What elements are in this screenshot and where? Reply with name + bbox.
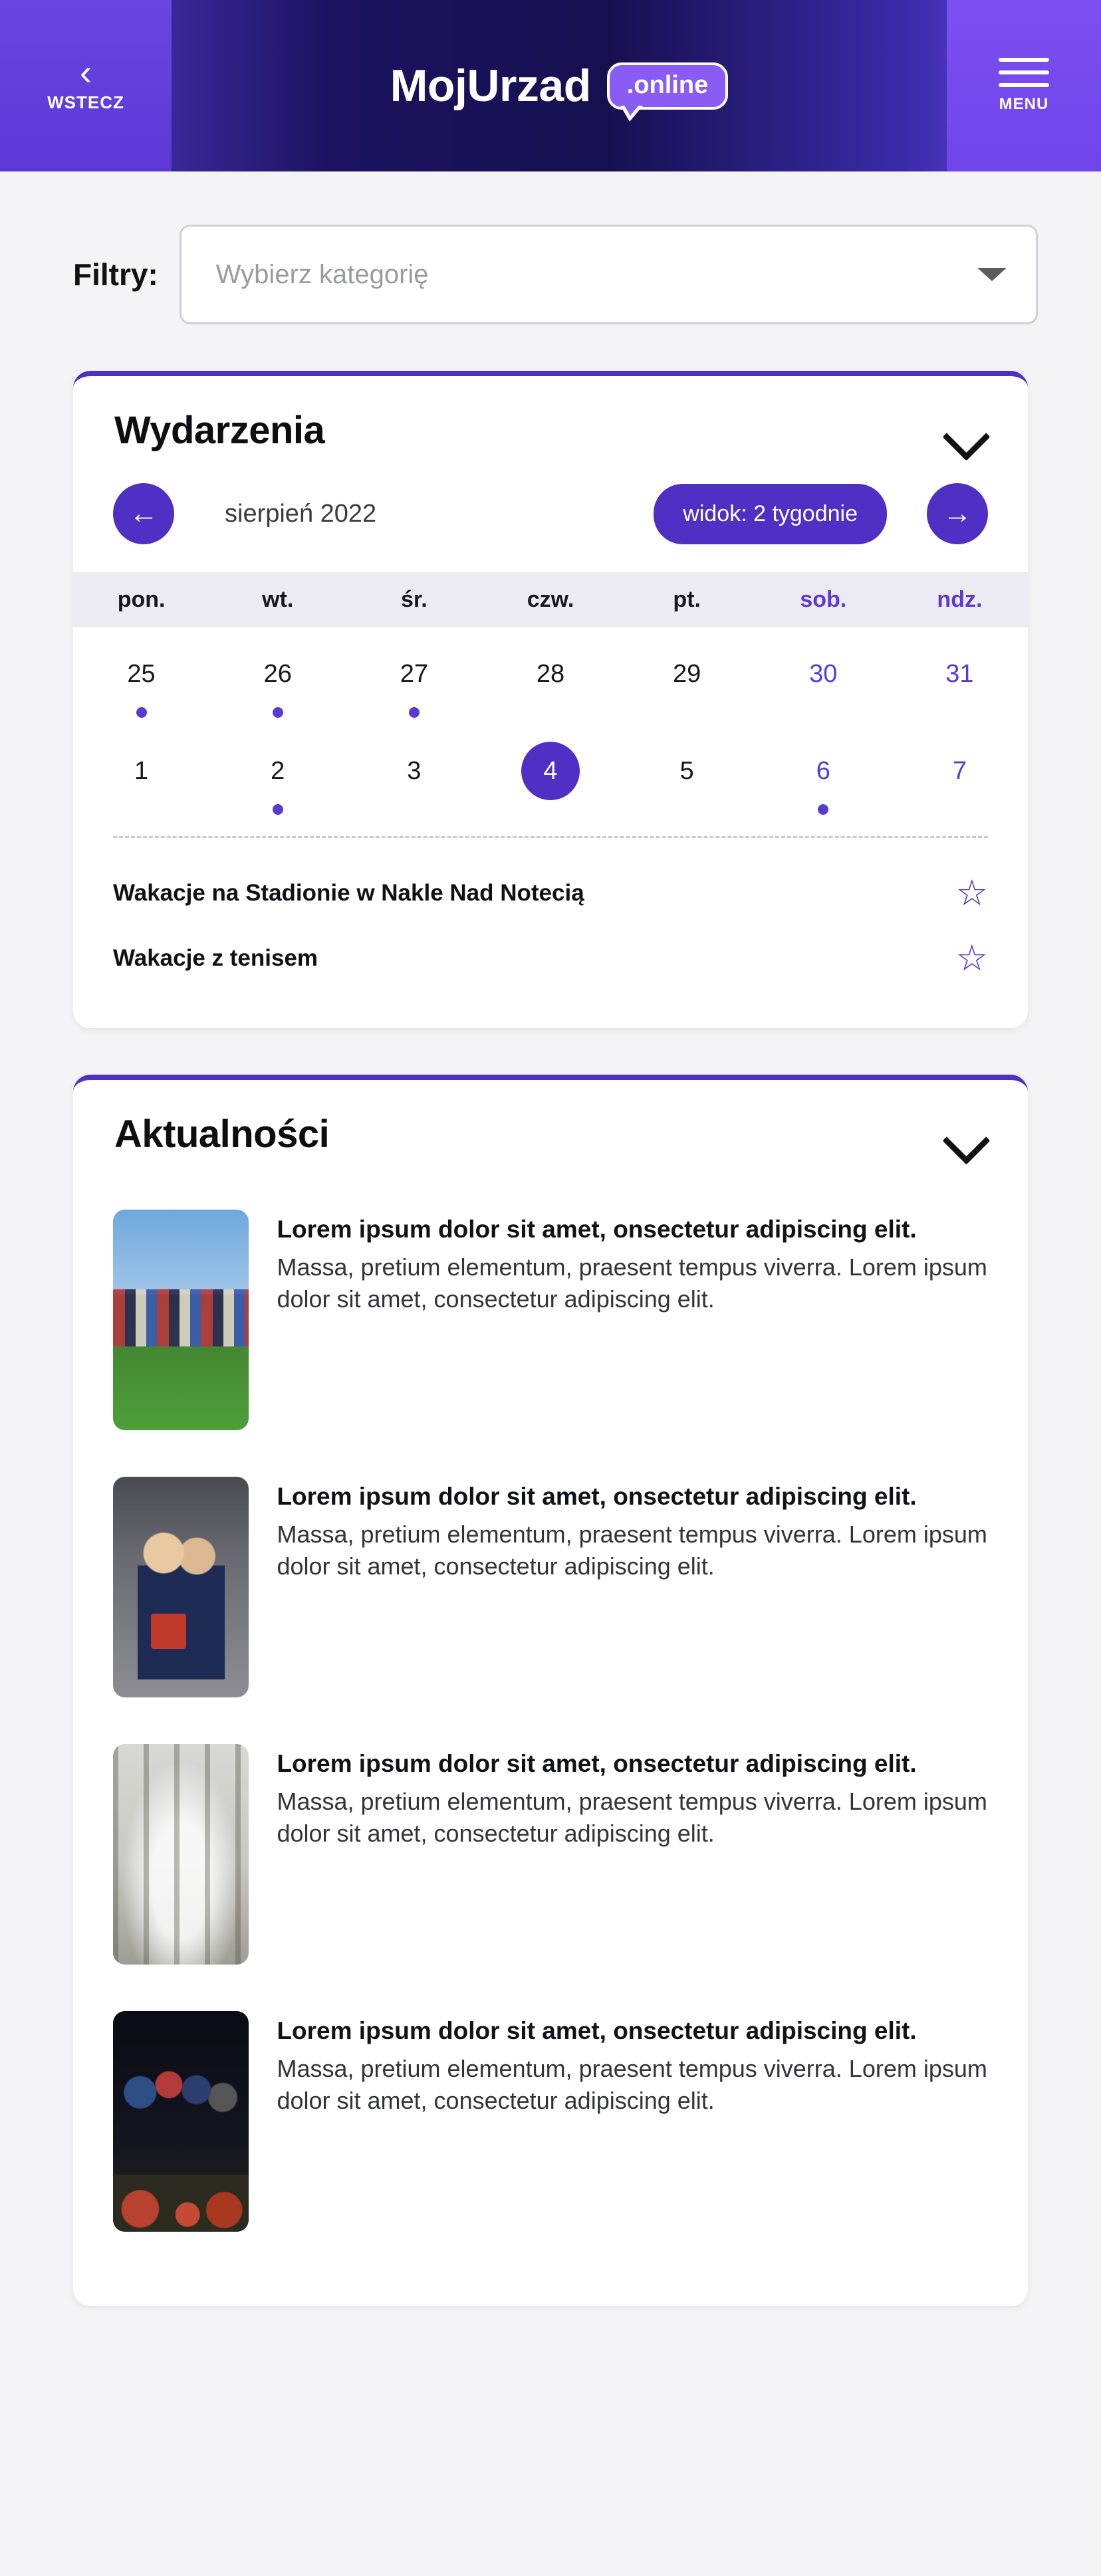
calendar-day-number: 31 — [945, 659, 974, 688]
news-list-item[interactable] — [113, 1992, 988, 2260]
star-outline-icon[interactable]: ☆ — [955, 873, 988, 913]
calendar-weekday: sob. — [800, 587, 847, 612]
calendar-day-cell[interactable] — [209, 645, 346, 718]
page-content — [0, 171, 1101, 2576]
calendar-day-cell[interactable] — [209, 742, 346, 815]
calendar-week-row — [73, 724, 1028, 821]
back-button-label: WSTECZ — [47, 92, 124, 112]
event-list-item[interactable] — [113, 926, 988, 991]
brand-logo[interactable] — [172, 0, 947, 171]
news-item-title: Lorem ipsum dolor sit amet, onsectetur adipiscing elit. — [277, 1216, 917, 1243]
brand-name: MojUrzad — [390, 60, 591, 111]
news-item-title: Lorem ipsum dolor sit amet, onsectetur adipiscing elit. — [277, 1750, 917, 1777]
calendar-day-cell[interactable] — [346, 645, 482, 718]
calendar-week-row — [73, 627, 1028, 724]
calendar-day-cell[interactable] — [482, 645, 618, 718]
calendar-day-cell[interactable] — [755, 742, 892, 815]
news-thumbnail-image — [113, 1744, 249, 1965]
calendar-weekday: ndz. — [937, 587, 983, 612]
calendar-day-cell[interactable] — [892, 742, 1028, 815]
calendar-prev-button[interactable]: ← — [113, 483, 174, 544]
calendar-day-number: 2 — [271, 756, 285, 785]
category-select[interactable] — [180, 225, 1038, 324]
calendar-day-cell[interactable] — [892, 645, 1028, 718]
filters-label: Filtry: — [73, 257, 158, 292]
calendar-day-number: 7 — [952, 756, 967, 785]
calendar-day-cell[interactable] — [73, 742, 209, 815]
event-dot — [818, 804, 828, 815]
calendar-next-button[interactable]: → — [927, 483, 988, 544]
calendar-nav — [73, 477, 1028, 572]
event-dot — [273, 804, 283, 815]
news-item-body: Massa, pretium elementum, praesent tempus viverra. Lorem ipsum dolor sit amet, consectetur adipiscing elit. — [277, 1787, 987, 1848]
chevron-down-icon[interactable] — [945, 419, 987, 443]
event-name: Wakacje z tenisem — [113, 945, 318, 971]
chevron-down-icon — [977, 268, 1007, 281]
calendar-day-cell[interactable] — [755, 645, 892, 718]
calendar-day-number: 26 — [263, 659, 292, 688]
news-thumbnail-image — [113, 2011, 249, 2232]
news-item-body: Massa, pretium elementum, praesent tempus viverra. Lorem ipsum dolor sit amet, consectetur adipiscing elit. — [277, 1520, 987, 1580]
event-dot — [136, 707, 147, 718]
news-card — [73, 1075, 1028, 2306]
event-list — [73, 838, 1028, 1028]
news-list-item[interactable] — [113, 1725, 988, 1992]
calendar-day-cell[interactable] — [346, 742, 482, 815]
calendar-weekday: pon. — [117, 587, 166, 612]
news-item-body: Massa, pretium elementum, praesent tempus viverra. Lorem ipsum dolor sit amet, consectetur adipiscing elit. — [277, 1253, 987, 1313]
event-name: Wakacje na Stadionie w Nakle Nad Notecią — [113, 880, 584, 906]
chevron-left-icon: ‹ — [80, 52, 92, 92]
news-item-text — [277, 1477, 988, 1697]
brand-badge: .online — [607, 62, 728, 110]
calendar-weekday: śr. — [400, 587, 428, 612]
calendar-day-number: 4 — [521, 742, 580, 800]
back-button[interactable] — [0, 0, 172, 171]
calendar-day-number: 27 — [400, 659, 428, 688]
news-item-title: Lorem ipsum dolor sit amet, onsectetur adipiscing elit. — [277, 1483, 917, 1510]
filters-row — [0, 171, 1101, 324]
calendar-view-toggle[interactable]: widok: 2 tygodnie — [654, 484, 887, 544]
news-item-title: Lorem ipsum dolor sit amet, onsectetur adipiscing elit. — [277, 2017, 917, 2044]
news-item-text — [277, 1210, 988, 1430]
news-list-item[interactable] — [113, 1191, 988, 1458]
calendar-weekday: czw. — [527, 587, 574, 612]
calendar-day-number: 30 — [809, 659, 838, 688]
events-card-title: Wydarzenia — [114, 409, 325, 452]
event-list-item[interactable] — [113, 861, 988, 926]
events-card-header[interactable] — [73, 376, 1028, 477]
calendar-day-number: 6 — [816, 756, 830, 785]
category-select-placeholder: Wybierz kategorię — [215, 259, 429, 289]
calendar-day-number: 28 — [536, 659, 565, 688]
menu-button[interactable] — [947, 0, 1101, 171]
news-item-text — [277, 1744, 988, 1965]
news-thumbnail-image — [113, 1210, 249, 1430]
app-header — [0, 0, 1101, 171]
news-item-text — [277, 2011, 988, 2232]
event-dot — [409, 707, 420, 718]
hamburger-icon — [999, 58, 1049, 87]
menu-button-label: MENU — [999, 95, 1049, 113]
news-item-body: Massa, pretium elementum, praesent tempus viverra. Lorem ipsum dolor sit amet, consectetur adipiscing elit. — [277, 2054, 987, 2115]
calendar-day-number: 5 — [679, 756, 694, 785]
calendar-day-cell[interactable] — [619, 645, 755, 718]
chevron-down-icon[interactable] — [945, 1123, 987, 1146]
calendar-day-number: 1 — [134, 756, 149, 785]
calendar-day-number: 25 — [127, 659, 156, 688]
calendar-day-cell[interactable] — [73, 645, 209, 718]
calendar-day-cell-selected[interactable] — [482, 742, 618, 815]
calendar-weekday: wt. — [262, 587, 294, 612]
news-thumbnail-image — [113, 1477, 249, 1697]
calendar-day-cell[interactable] — [619, 742, 755, 815]
calendar-day-number: 29 — [672, 659, 701, 688]
calendar-weekday-header — [73, 572, 1028, 627]
news-card-header[interactable] — [73, 1080, 1028, 1180]
news-card-title: Aktualności — [114, 1113, 330, 1156]
star-outline-icon[interactable]: ☆ — [955, 938, 988, 978]
calendar-month-label: sierpień 2022 — [225, 499, 377, 528]
events-card — [73, 371, 1028, 1028]
calendar-weekday: pt. — [673, 587, 701, 612]
news-list-item[interactable] — [113, 1458, 988, 1725]
calendar-day-number: 3 — [407, 756, 422, 785]
news-list — [73, 1180, 1028, 2306]
event-dot — [273, 707, 283, 718]
